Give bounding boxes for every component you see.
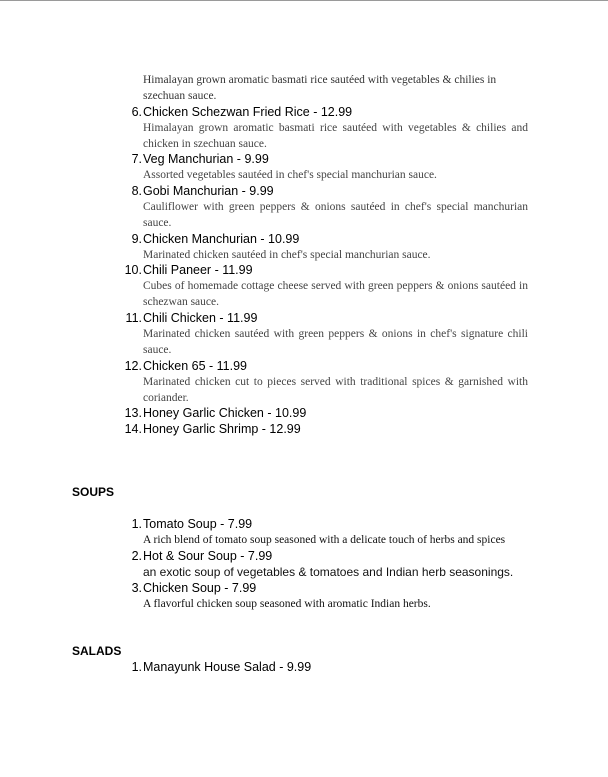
- item-number: 11.: [125, 311, 142, 325]
- item-number: 8.: [131, 184, 142, 198]
- continued-description: Himalayan grown aromatic basmati rice sautéed with vegetables & chilies in szechuan sauce.: [143, 74, 497, 102]
- item-description: A rich blend of tomato soup seasoned with a delicate touch of herbs and spices: [143, 534, 506, 546]
- item-number: 13.: [124, 406, 142, 420]
- item-description: A flavorful chicken soup seasoned with aromatic Indian herbs.: [143, 598, 431, 610]
- item-number: 14.: [124, 422, 142, 436]
- item-number: 7.: [131, 152, 142, 166]
- item-number: 2.: [131, 549, 142, 563]
- item-name: Chili Paneer - 11.99: [143, 263, 253, 277]
- item-number: 3.: [131, 581, 142, 595]
- item-name: Chicken Soup - 7.99: [143, 581, 257, 595]
- item-name: Veg Manchurian - 9.99: [143, 152, 269, 166]
- item-name: Honey Garlic Chicken - 10.99: [143, 406, 307, 420]
- item-name: Hot & Sour Soup - 7.99: [143, 549, 273, 563]
- section-heading-soups: SOUPS: [72, 485, 115, 499]
- item-name: Chicken Manchurian - 10.99: [143, 232, 300, 246]
- section-heading-salads: SALADS: [72, 644, 122, 658]
- item-description: Cauliflower with green peppers & onions sautéed in chef's special manchurian sauce.: [143, 201, 528, 229]
- item-description: Marinated chicken cut to pieces served with traditional spices & garnished with coriander.: [143, 376, 528, 404]
- item-description: Himalayan grown aromatic basmati rice sautéed with vegetables & chilies and chicken in szechuan sauce.: [143, 122, 528, 150]
- item-name: Tomato Soup - 7.99: [143, 517, 253, 531]
- item-number: 6.: [131, 105, 142, 119]
- item-number: 1.: [131, 517, 142, 531]
- item-description: Assorted vegetables sautéed in chef's special manchurian sauce.: [143, 169, 437, 181]
- item-description: an exotic soup of vegetables & tomatoes and Indian herb seasonings.: [143, 565, 514, 579]
- item-description: Cubes of homemade cottage cheese served with green peppers & onions sautéed in schezwan sauce.: [143, 280, 528, 308]
- item-name: Chicken 65 - 11.99: [143, 359, 247, 373]
- item-number: 9.: [131, 232, 142, 246]
- item-name: Chili Chicken - 11.99: [143, 311, 258, 325]
- item-name: Manayunk House Salad - 9.99: [143, 660, 312, 674]
- item-number: 10.: [124, 263, 142, 277]
- item-name: Gobi Manchurian - 9.99: [143, 184, 274, 198]
- item-name: Honey Garlic Shrimp - 12.99: [143, 422, 301, 436]
- item-description: Marinated chicken sautéed with green peppers & onions in chef's signature chili sauce.: [143, 328, 528, 356]
- item-number: 1.: [131, 660, 142, 674]
- item-name: Chicken Schezwan Fried Rice - 12.99: [143, 105, 353, 119]
- item-description: Marinated chicken sautéed in chef's special manchurian sauce.: [143, 249, 431, 261]
- item-number: 12.: [124, 359, 142, 373]
